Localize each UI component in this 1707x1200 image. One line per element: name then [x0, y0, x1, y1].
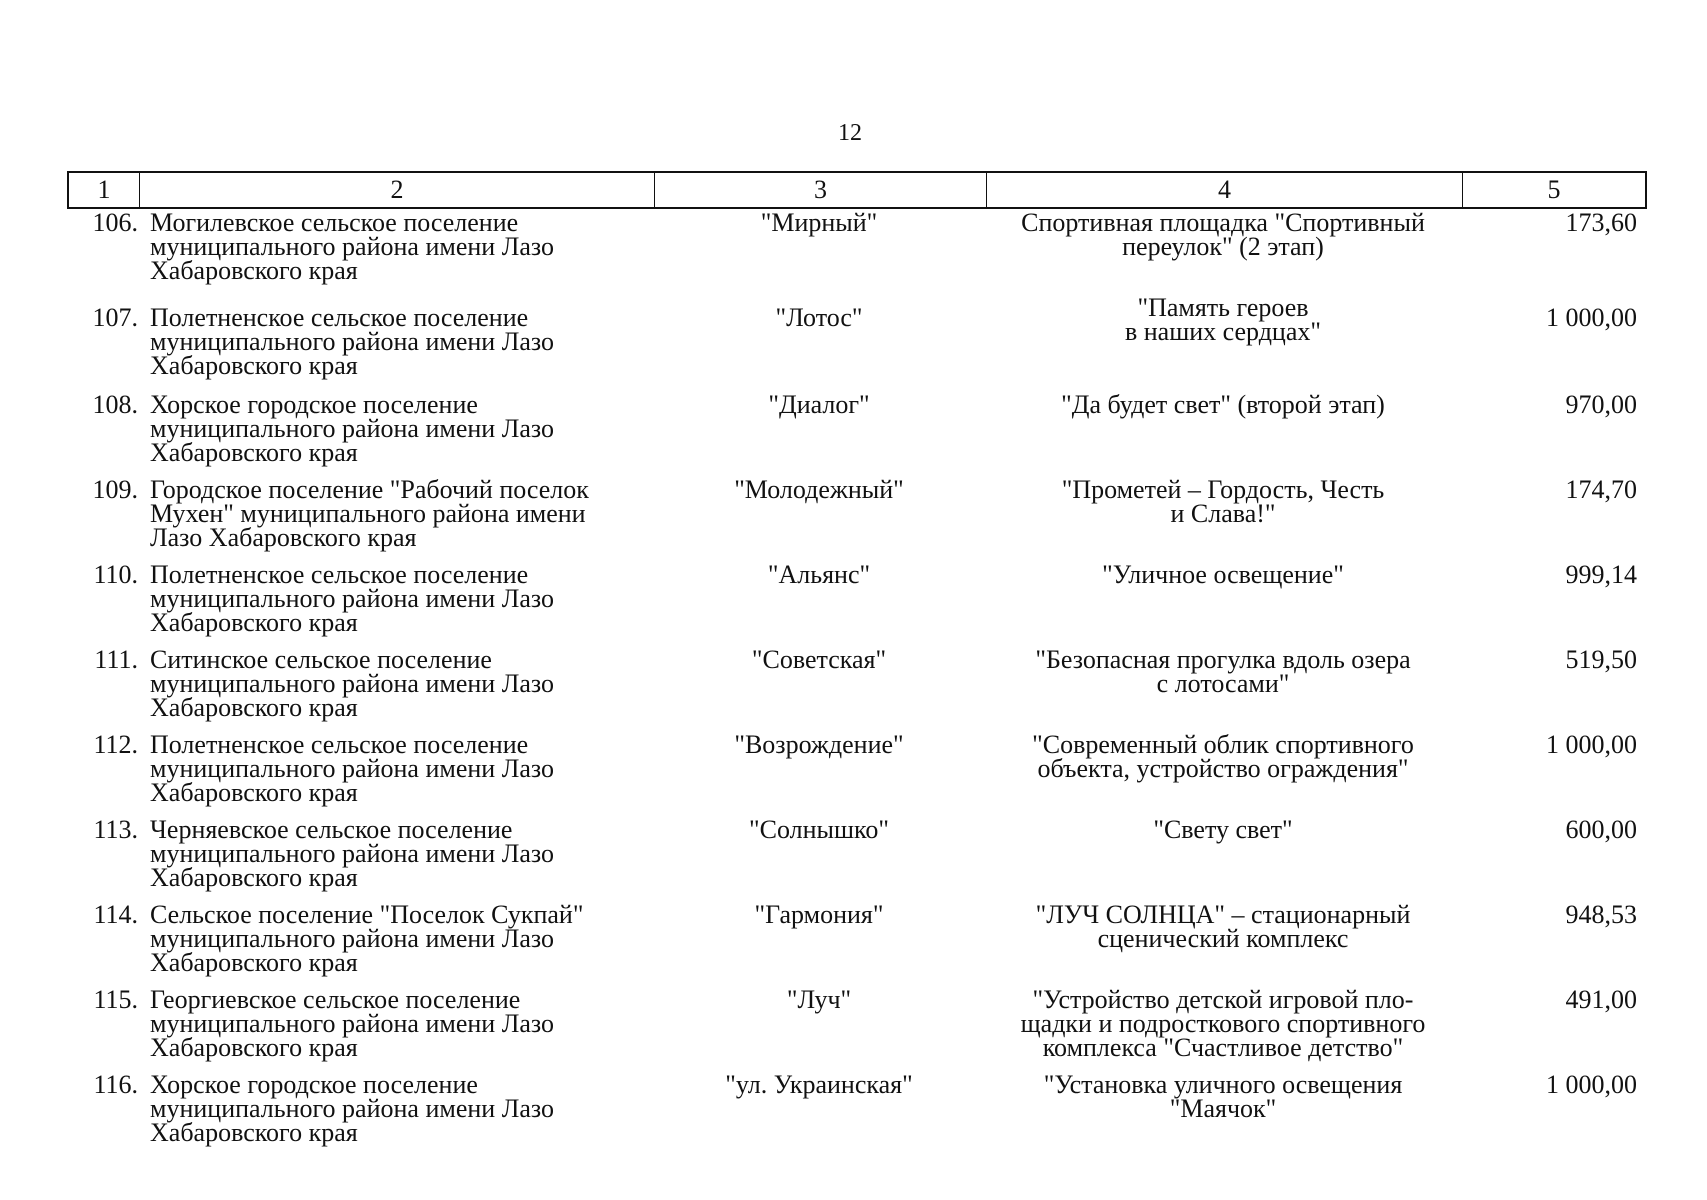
column-header-1: 1 — [69, 173, 140, 207]
project-name: "Современный облик спортивного объекта, устройство ограждения" — [1032, 730, 1414, 783]
amount: 999,14 — [1565, 560, 1637, 589]
table-header — [67, 171, 1647, 209]
settlement-name: Полетненское сельское поселение муниципального района имени Лазо Хабаровского края — [150, 730, 554, 807]
project-name: "Уличное освещение" — [1102, 560, 1344, 589]
project-name: "Прометей – Гордость, Честь и Слава!" — [1061, 475, 1385, 528]
table-row — [67, 475, 1647, 563]
row-number: 109. — [92, 475, 138, 504]
settlement-name: Хорское городское поселение муниципального района имени Лазо Хабаровского края — [150, 390, 554, 467]
column-header-5: 5 — [1547, 175, 1561, 204]
row-number: 114. — [93, 900, 138, 929]
amount: 600,00 — [1565, 815, 1637, 844]
table-row — [67, 985, 1647, 1073]
tos-name: "Лотос" — [775, 303, 863, 332]
table-row — [67, 900, 1647, 988]
row-number: 107. — [92, 303, 138, 332]
amount: 519,50 — [1565, 645, 1637, 674]
project-name: "Память героев в наших сердцах" — [1124, 293, 1321, 346]
tos-name: "Диалог" — [768, 390, 870, 419]
row-number: 111. — [94, 645, 138, 674]
settlement-name: Городское поселение "Рабочий поселок Мухен" муниципального района имени Лазо Хабаровского края — [150, 475, 589, 552]
settlement-name: Ситинское сельское поселение муниципального района имени Лазо Хабаровского края — [150, 645, 554, 722]
settlement-name: Могилевское сельское поселение муниципального района имени Лазо Хабаровского края — [150, 208, 554, 285]
amount: 491,00 — [1565, 985, 1637, 1014]
table-row — [67, 730, 1647, 818]
tos-name: "Альянс" — [767, 560, 871, 589]
project-name: "Да будет свет" (второй этап) — [1061, 390, 1385, 419]
amount: 173,60 — [1565, 208, 1637, 237]
table-row — [67, 560, 1647, 648]
tos-name: "Солнышко" — [749, 815, 889, 844]
amount: 948,53 — [1565, 900, 1637, 929]
column-header-3: 3 — [655, 173, 987, 207]
settlement-name: Сельское поселение "Поселок Сукпай" муниципального района имени Лазо Хабаровского края — [150, 900, 584, 977]
amount: 970,00 — [1565, 390, 1637, 419]
table-row — [67, 390, 1647, 478]
amount: 1 000,00 — [1546, 730, 1637, 759]
row-number: 110. — [93, 560, 138, 589]
amount: 1 000,00 — [1546, 303, 1637, 332]
tos-name: "Мирный" — [760, 208, 878, 237]
project-name: "Устройство детской игровой пло- щадки и подросткового спортивного комплекса "Счастливое детство" — [1020, 985, 1426, 1062]
tos-name: "ул. Украинская" — [725, 1070, 913, 1099]
tos-name: "Возрождение" — [734, 730, 904, 759]
table-row — [67, 645, 1647, 733]
project-name: "ЛУЧ СОЛНЦА" – стационарный сценический комплекс — [1035, 900, 1411, 953]
page-number: 12 — [838, 120, 862, 146]
row-number: 106. — [92, 208, 138, 237]
table-row — [67, 293, 1647, 393]
amount: 1 000,00 — [1546, 1070, 1637, 1099]
row-number: 108. — [92, 390, 138, 419]
tos-name: "Луч" — [786, 985, 852, 1014]
row-number: 112. — [93, 730, 138, 759]
column-header-4: 4 — [987, 173, 1463, 207]
project-name: Спортивная площадка "Спортивный переулок" (2 этап) — [1021, 208, 1425, 261]
row-number: 113. — [93, 815, 138, 844]
table-row — [67, 208, 1647, 296]
table-row — [67, 1070, 1647, 1158]
settlement-name: Георгиевское сельское поселение муниципального района имени Лазо Хабаровского края — [150, 985, 554, 1062]
tos-name: "Советская" — [751, 645, 887, 674]
project-name: "Установка уличного освещения "Маячок" — [1043, 1070, 1403, 1123]
row-number: 116. — [93, 1070, 138, 1099]
project-name: "Безопасная прогулка вдоль озера с лотосами" — [1035, 645, 1411, 698]
table-body — [67, 208, 1647, 1158]
row-number: 115. — [93, 985, 138, 1014]
settlement-name: Полетненское сельское поселение муниципального района имени Лазо Хабаровского края — [150, 560, 554, 637]
settlement-name: Черняевское сельское поселение муниципального района имени Лазо Хабаровского края — [150, 815, 554, 892]
settlement-name: Хорское городское поселение муниципального района имени Лазо Хабаровского края — [150, 1070, 554, 1147]
settlement-name: Полетненское сельское поселение муниципального района имени Лазо Хабаровского края — [150, 303, 554, 380]
table-row — [67, 815, 1647, 903]
tos-name: "Молодежный" — [734, 475, 904, 504]
project-name: "Свету свет" — [1153, 815, 1293, 844]
tos-name: "Гармония" — [754, 900, 884, 929]
amount: 174,70 — [1565, 475, 1637, 504]
column-header-2: 2 — [140, 173, 655, 207]
